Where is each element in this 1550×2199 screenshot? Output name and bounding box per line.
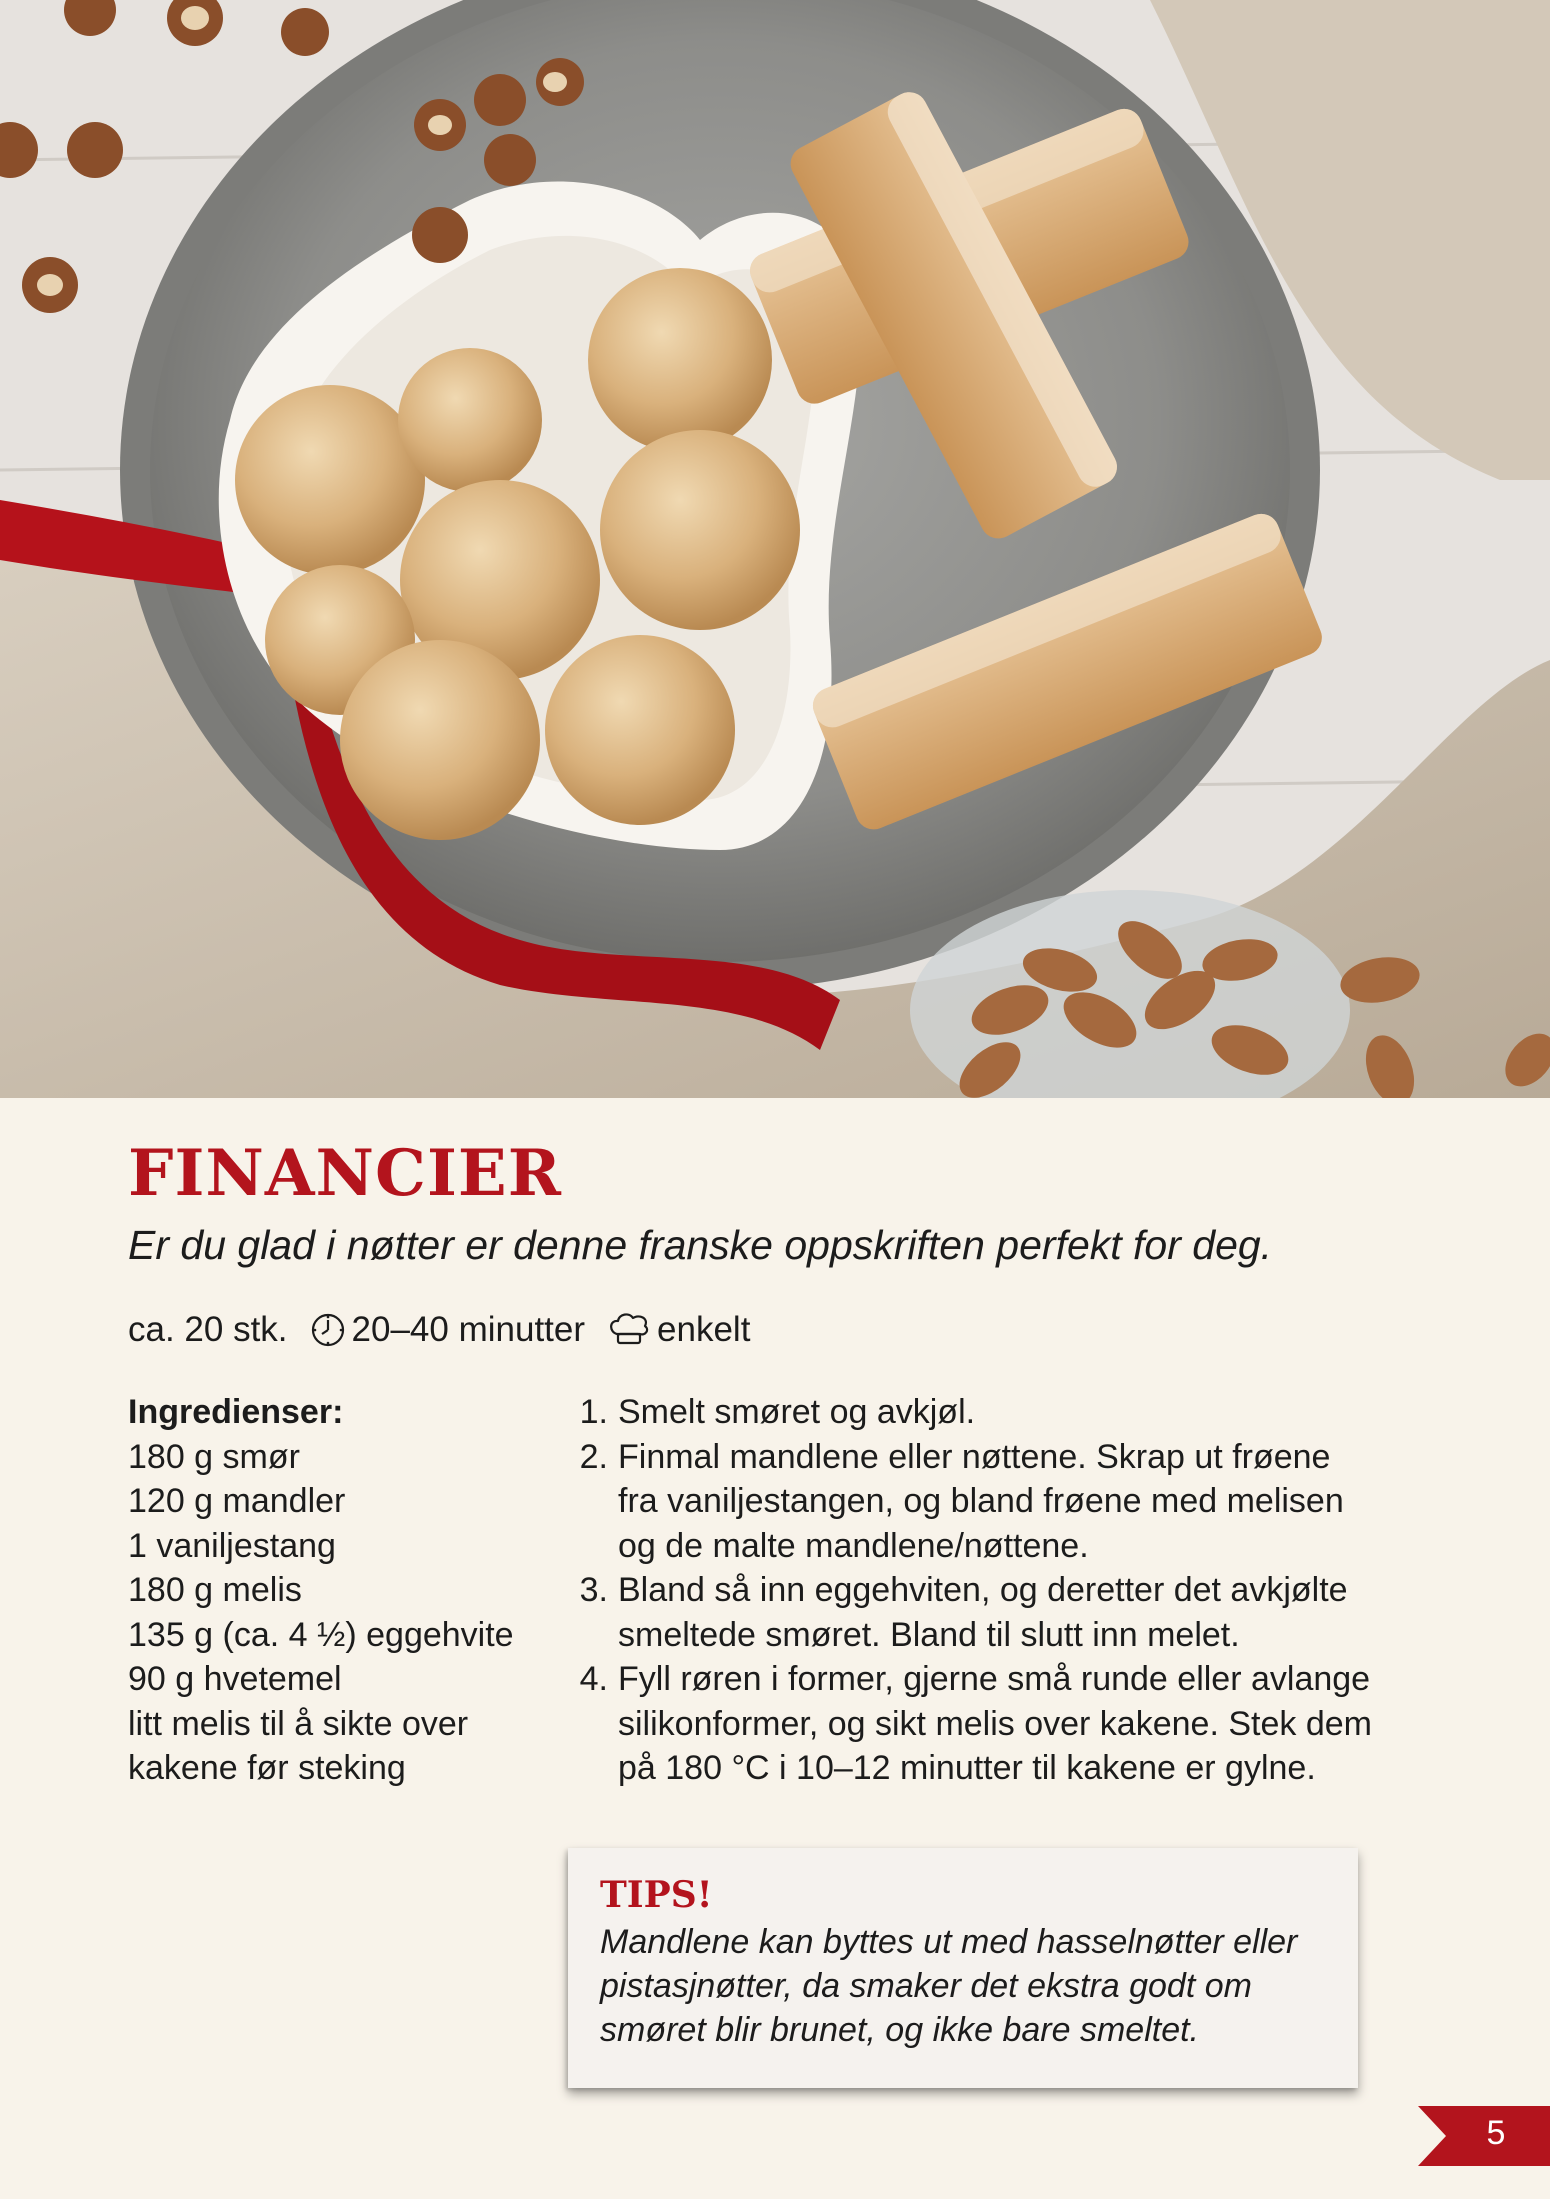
tips-line: pistasjnøtter, da smaker det ekstra godt om [600, 1967, 1252, 2005]
step-line: fra vaniljestangen, og bland frøene med melisen [618, 1482, 1344, 1520]
tips-line: Mandlene kan byttes ut med hasselnøtter eller [600, 1923, 1298, 1961]
ingredients-section [128, 1390, 548, 1791]
step-line: smeltede smøret. Bland til slutt inn melet. [618, 1615, 1240, 1654]
ingredient-item: 180 g smør [128, 1437, 300, 1476]
step-line: silikonformer, og sikt melis over kakene. Stek dem [618, 1704, 1372, 1743]
tips-title: TIPS! [600, 1874, 713, 1916]
step-line: Fyll røren i former, gjerne små runde eller avlange [618, 1660, 1371, 1698]
page-number-tab [1418, 2106, 1550, 2166]
tips-card [568, 1848, 1358, 2088]
ingredient-item: litt melis til å sikte over [128, 1704, 469, 1743]
ingredient-item: 180 g melis [128, 1571, 302, 1609]
difficulty-info [607, 1310, 750, 1350]
difficulty-text: enkelt [657, 1310, 751, 1349]
recipe-meta [128, 1310, 772, 1350]
step-number: 3. [579, 1571, 608, 1609]
ingredients-heading: Ingredienser: [128, 1393, 344, 1431]
step-line: Smelt smøret og avkjøl. [618, 1393, 976, 1431]
tips-line: smøret blir brunet, og ikke bare smeltet. [600, 2011, 1200, 2049]
step-number: 4. [579, 1660, 608, 1698]
step-item [566, 1435, 1426, 1569]
method-steps [566, 1390, 1426, 1791]
ingredient-item: 1 vaniljestang [128, 1526, 336, 1565]
step-line: og de malte mandlene/nøttene. [618, 1526, 1089, 1565]
step-line: Bland så inn eggehviten, og deretter det avkjølte [618, 1571, 1348, 1609]
chef-hat-icon [607, 1312, 651, 1348]
ingredient-item: 135 g (ca. 4 ½) eggehvite [128, 1615, 514, 1654]
step-line: på 180 °C i 10–12 minutter til kakene er gylne. [618, 1749, 1316, 1787]
step-text [618, 1568, 1348, 1657]
yield-text: ca. 20 stk. [128, 1310, 288, 1349]
step-text [618, 1435, 1344, 1569]
financier-photo-illustration [0, 0, 1550, 1098]
hero-photo [0, 0, 1550, 1098]
ingredients-list [128, 1435, 548, 1791]
clock-icon [310, 1312, 346, 1348]
ingredient-item: 120 g mandler [128, 1482, 346, 1520]
time-info [310, 1310, 585, 1350]
page-number: 5 [1486, 2114, 1506, 2152]
step-item [566, 1657, 1426, 1791]
step-item [566, 1568, 1426, 1657]
time-text: 20–40 minutter [351, 1310, 586, 1349]
step-line: Finmal mandlene eller nøttene. Skrap ut frøene [618, 1437, 1331, 1476]
step-text [618, 1657, 1372, 1791]
tips-text [600, 1920, 1330, 2052]
recipe-subtitle: Er du glad i nøtter er denne franske oppskriften perfekt for deg. [128, 1222, 1273, 1268]
recipe-title: FINANCIER [128, 1136, 562, 1211]
ingredient-item: 90 g hvetemel [128, 1660, 342, 1698]
step-number: 1. [579, 1393, 608, 1431]
ingredient-item: kakene før steking [128, 1749, 406, 1787]
step-item [566, 1390, 1426, 1435]
step-number: 2. [579, 1437, 608, 1476]
step-text [618, 1390, 975, 1435]
yield-info [128, 1310, 288, 1350]
